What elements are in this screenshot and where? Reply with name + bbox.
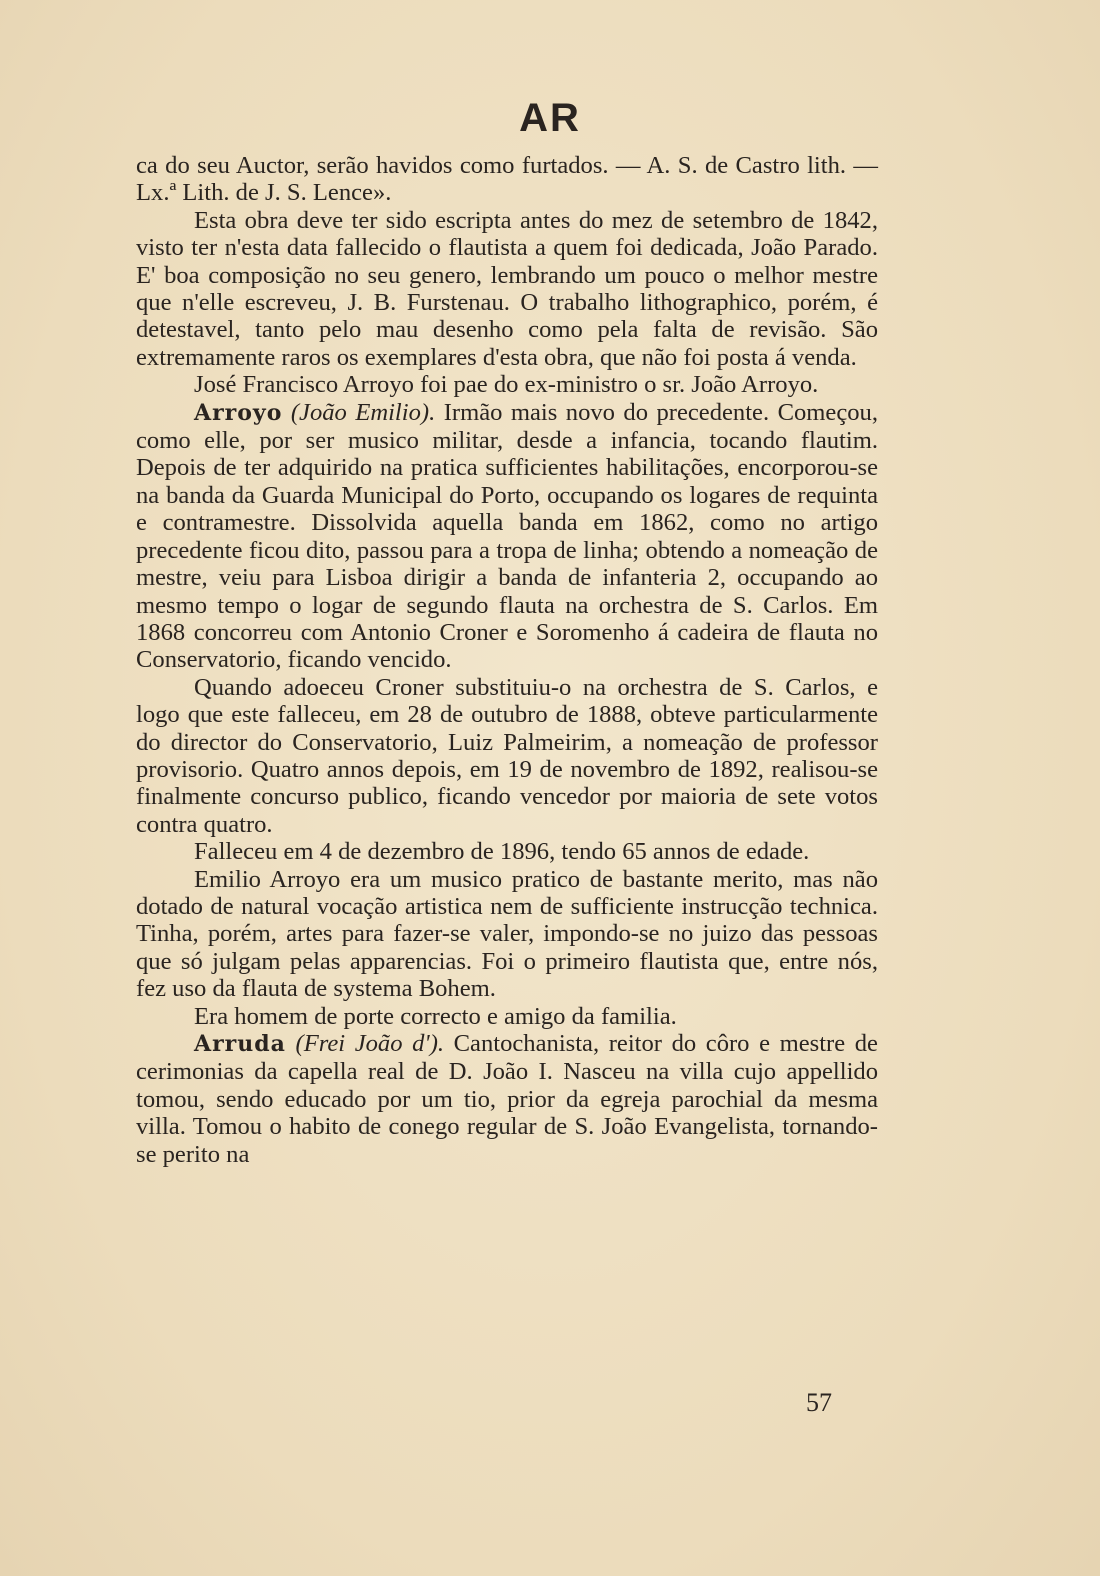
- entry-name: Arruda: [194, 1031, 286, 1057]
- page-number: 57: [806, 1388, 832, 1417]
- paragraph-text: Falleceu em 4 de dezembro de 1896, tendo 65 annos de edade.: [194, 838, 810, 866]
- entry-qualifier: (João Emilio).: [290, 398, 436, 426]
- paragraph: [136, 838, 878, 865]
- paragraph-text: Cantochanista, reitor do côro e mestre de cerimonias da capella real de D. João I. Nasceu na villa cujo appellido tomou, sendo educado por um tio, prior da egreja parochial da mesma villa. Tomou o habito de conego regular de S. João Evangelista, tornando-se perito na: [136, 1030, 878, 1168]
- entry-arroyo-joao-emilio: [136, 399, 878, 674]
- paragraph-text: Quando adoeceu Croner substituiu-o na orchestra de S. Carlos, e logo que este falleceu, em 28 de outubro de 1888, obteve particularmente do director do Conservatorio, Luiz Palmeirim, a nomeação de professor provisorio. Quatro annos depois, em 19 de novembro de 1892, realisou-se finalmente concurso publico, ficando vencedor por maioria de sete votos contra quatro.: [136, 673, 878, 838]
- paragraph-text: Emilio Arroyo era um musico pratico de bastante merito, mas não dotado de natural vocação artistica nem de sufficiente instrucção technica. Tinha, porém, artes para fazer-se valer, impondo-se no juizo das pessoas que só julgam pelas apparencias. Foi o primeiro flautista que, entre nós, fez uso da flauta de systema Bohem.: [136, 865, 878, 1003]
- entry-qualifier: (Frei João d').: [295, 1030, 445, 1057]
- paragraph-text: José Francisco Arroyo foi pae do ex-ministro o sr. João Arroyo.: [194, 371, 819, 399]
- paragraph-continuation: [136, 152, 878, 207]
- paragraph-text: ca do seu Auctor, serão havidos como furtados. — A. S. de Castro lith. — Lx.ª Lith. de J. S. Lence».: [136, 152, 878, 207]
- paragraph: [136, 371, 878, 398]
- paragraph-text: Esta obra deve ter sido escripta antes do mez de setembro de 1842, visto ter n'esta data fallecido o flautista a quem foi dedicada, João Parado. E' boa composição no seu genero, lembrando um pouco o melhor mestre que n'elle escreveu, J. B. Furstenau. O trabalho lithographico, porém, é detestavel, tanto pelo mau desenho como pela falta de revisão. São extremamente raros os exemplares d'esta obra, que não foi posta á venda.: [136, 206, 878, 371]
- paragraph: [136, 1003, 878, 1030]
- entry-name: Arroyo: [194, 399, 283, 426]
- paragraph: [136, 674, 878, 838]
- text-block: [136, 152, 878, 1168]
- paragraph: [136, 207, 878, 371]
- paragraph: [136, 866, 878, 1003]
- running-head: AR: [519, 96, 581, 140]
- entry-arruda-frei-joao: [136, 1030, 878, 1168]
- paragraph-text: Irmão mais novo do precedente. Começou, como elle, por ser musico militar, desde a infancia, tocando flautim. Depois de ter adquirido na pratica sufficientes habilitações, encorporou-se na banda da Guarda Municipal do Porto, occupando os logares de requinta e contramestre. Dissolvida aquella banda em 1862, como no artigo precedente ficou dito, passou para a tropa de linha; obtendo a nomeação de mestre, veiu para Lisboa dirigir a banda de infanteria 2, occupando ao mesmo tempo o logar de segundo flauta na orchestra de S. Carlos. Em 1868 concorreu com Antonio Croner e Soromenho á cadeira de flauta no Conservatorio, ficando vencido.: [136, 398, 878, 674]
- paragraph-text: Era homem de porte correcto e amigo da familia.: [194, 1002, 677, 1030]
